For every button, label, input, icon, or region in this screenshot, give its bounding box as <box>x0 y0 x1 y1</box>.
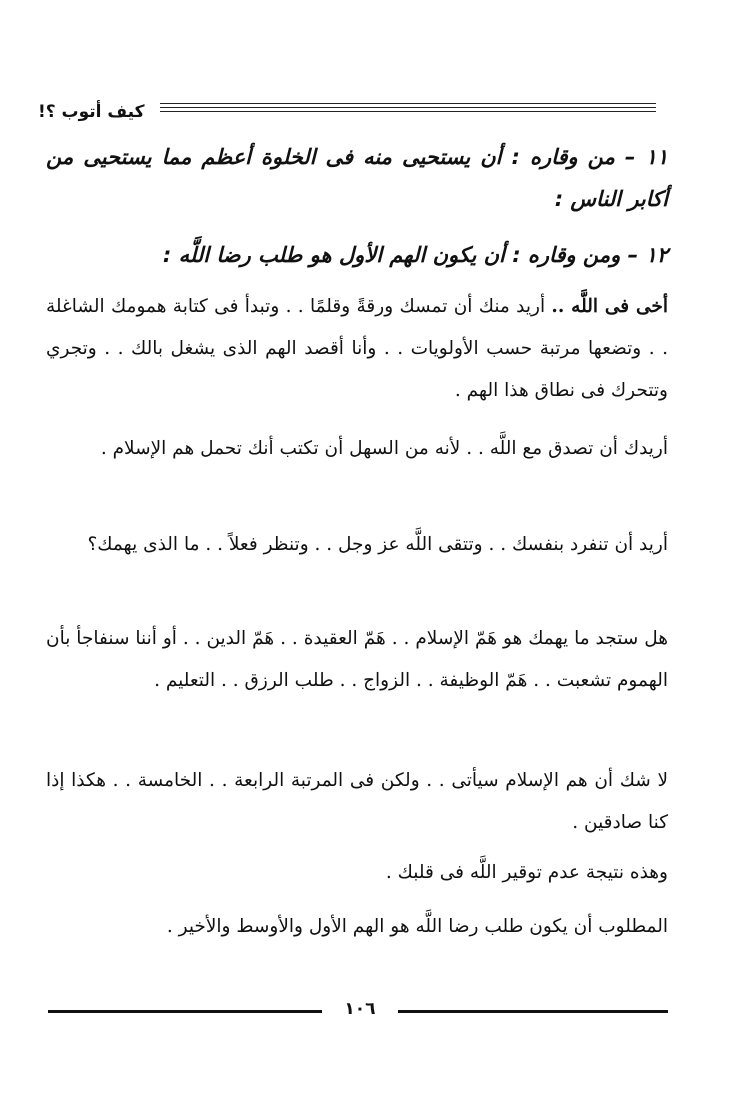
footer-rule <box>398 1010 668 1013</box>
header-rule <box>160 111 656 112</box>
header-rule <box>160 103 656 104</box>
paragraph-2: أريدك أن تصدق مع اللَّه . . لأنه من السهل أن تكتب أنك تحمل هم الإسلام . <box>100 438 668 459</box>
section-heading-12: ١٢ – ومن وقاره : أن يكون الهم الأول هو طلب رضا اللَّه : <box>162 243 668 267</box>
section-heading-11: ١١ – من وقاره : أن يستحيى منه فى الخلوة أعظم مما يستحيى من أكابر الناس : <box>46 145 668 211</box>
paragraph-4: هل ستجد ما يهمك هو هَمّ الإسلام . . هَمّ العقيدة . . هَمّ الدين . . أو أننا سنفاجأ بأن الهموم تشعبت . . هَمّ الوظيفة . . الزواج . . طلب الرزق . . التعليم . <box>46 628 668 691</box>
paragraph-text: أريد منك أن تمسك ورقةً وقلمًا . . وتبدأ فى كتابة همومك الشاغلة . . وتضعها مرتبة حسب الأولويات . . وأنا أقصد الهم الذى يشغل بالك . . وتجري وتتحرك فى نطاق هذا الهم . <box>46 296 668 401</box>
paragraph-7: المطلوب أن يكون طلب رضا اللَّه هو الهم الأول والأوسط والأخير . <box>166 916 668 937</box>
page-number: ١٠٦ <box>344 999 376 1019</box>
running-header-title: كيف أتوب ؟! <box>38 102 145 122</box>
header-rule <box>160 107 656 108</box>
paragraph-6: وهذه نتيجة عدم توقير اللَّه فى قلبك . <box>385 862 668 883</box>
paragraph-1 <box>46 286 668 412</box>
paragraph-5: لا شك أن هم الإسلام سيأتى . . ولكن فى المرتبة الرابعة . . الخامسة . . هكذا إذا كنا صادقين . <box>46 770 668 833</box>
footer-rule <box>48 1010 322 1013</box>
paragraph-lead: أخى فى اللَّه .. <box>551 296 668 317</box>
paragraph-3: أريد أن تنفرد بنفسك . . وتتقى اللَّه عز وجل . . وتنظر فعلاً . . ما الذى يهمك؟ <box>87 534 668 555</box>
